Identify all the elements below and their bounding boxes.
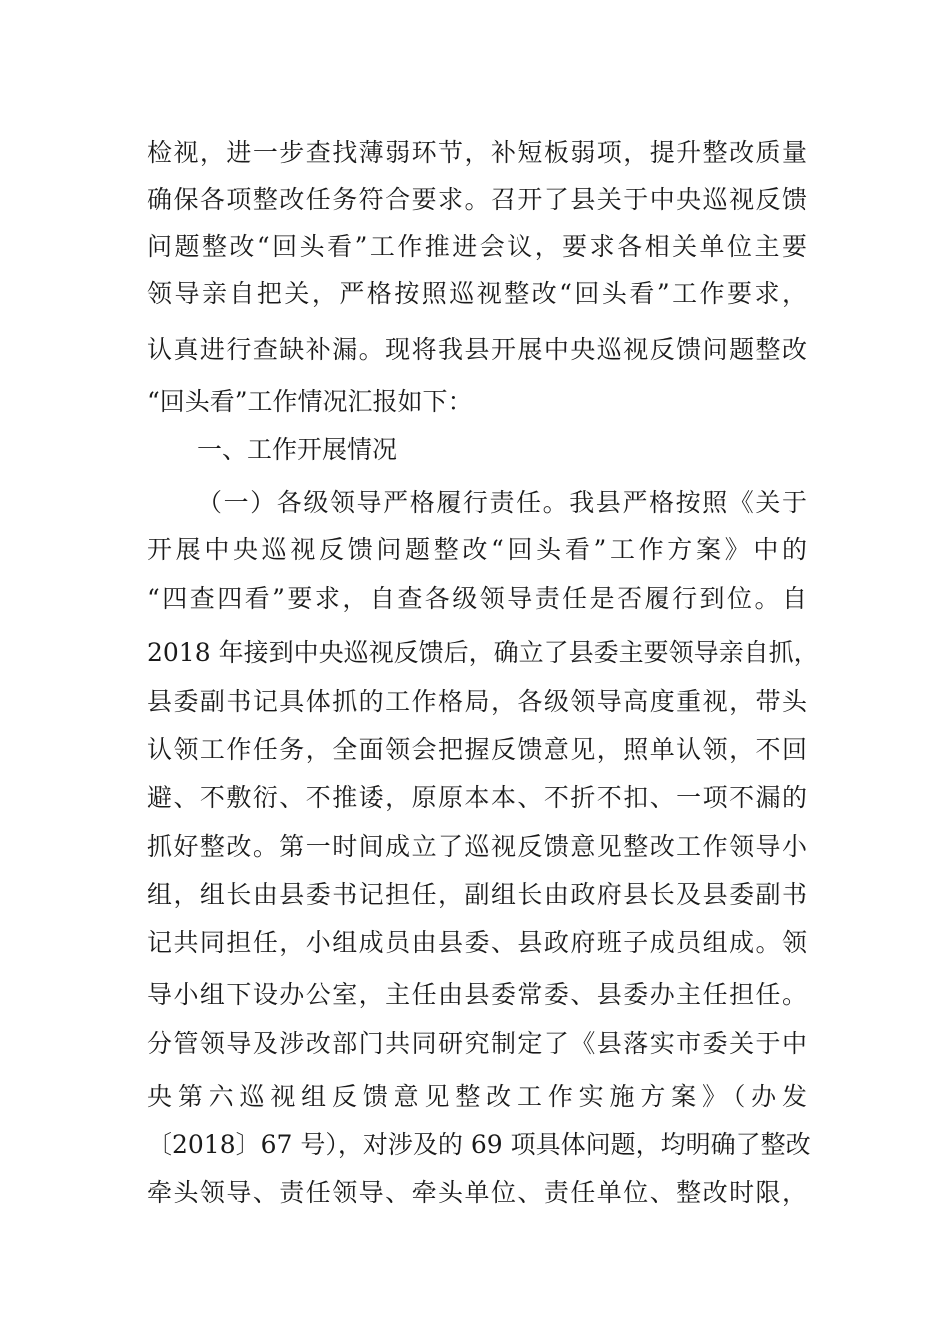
body-text-line: 县委副书记具体抓的工作格局，各级领导高度重视，带头 xyxy=(147,687,807,716)
body-text-line: 组，组长由县委书记担任，副组长由政府县长及县委副书 xyxy=(147,880,807,909)
body-text-line: 2018 年接到中央巡视反馈后，确立了县委主要领导亲自抓， xyxy=(147,638,819,667)
section-heading: 一、工作开展情况 xyxy=(197,435,398,464)
body-text-line: 避、不敷衍、不推诿，原原本本、不折不扣、一项不漏的 xyxy=(147,783,807,812)
body-text-line: 开展中央巡视反馈问题整改“回头看”工作方案》中的 xyxy=(147,535,807,564)
body-text-line: 导小组下设办公室，主任由县委常委、县委办主任担任。 xyxy=(147,980,807,1009)
body-text-line: 确保各项整改任务符合要求。召开了县关于中央巡视反馈 xyxy=(147,185,807,214)
body-text-line: 检视，进一步查找薄弱环节，补短板弱项，提升整改质量 xyxy=(147,138,807,167)
body-text-line: “回头看”工作情况汇报如下： xyxy=(147,387,473,416)
body-text-line: 〔2018〕67 号），对涉及的 69 项具体问题，均明确了整改 xyxy=(147,1130,811,1159)
subsection-heading-line: （一）各级领导严格履行责任。我县严格按照《关于 xyxy=(197,488,807,517)
body-text-line: 问题整改“回头看”工作推进会议，要求各相关单位主要 xyxy=(147,232,807,261)
body-text-line: 记共同担任，小组成员由县委、县政府班子成员组成。领 xyxy=(147,928,807,957)
body-text-line: 领导亲自把关，严格按照巡视整改“回头看”工作要求， xyxy=(147,279,807,308)
body-text-line: 抓好整改。第一时间成立了巡视反馈意见整改工作领导小 xyxy=(147,832,807,861)
body-text-line: “四查四看”要求，自查各级领导责任是否履行到位。自 xyxy=(147,584,807,613)
body-text-line: 认真进行查缺补漏。现将我县开展中央巡视反馈问题整改 xyxy=(147,335,807,364)
body-text-line: 央第六巡视组反馈意见整改工作实施方案》（办发 xyxy=(147,1082,807,1111)
body-text-line: 分管领导及涉改部门共同研究制定了《县落实市委关于中 xyxy=(147,1029,807,1058)
body-text-line: 牵头领导、责任领导、牵头单位、责任单位、整改时限， xyxy=(147,1178,807,1207)
body-text-line: 认领工作任务，全面领会把握反馈意见，照单认领，不回 xyxy=(147,735,807,764)
